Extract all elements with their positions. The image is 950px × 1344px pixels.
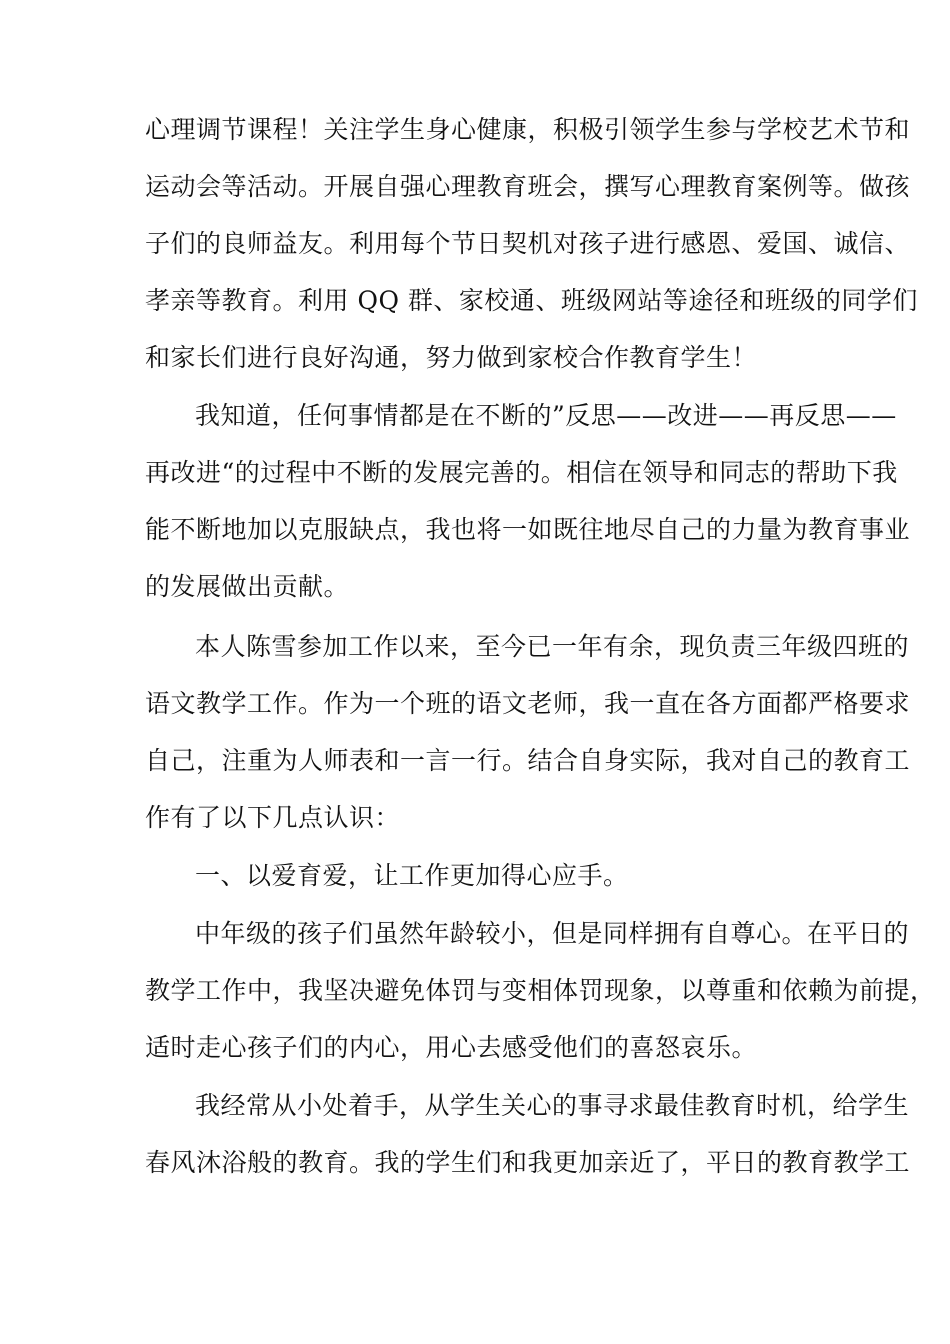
text-line: 的发展做出贡献。 [145, 572, 350, 601]
text-line: 和家长们进行良好沟通，努力做到家校合作教育学生！ [145, 343, 758, 372]
paragraph-start-line: 中年级的孩子们虽然年龄较小，但是同样拥有自尊心。在平日的 [195, 919, 910, 948]
text-line: 孝亲等教育。利用 QQ 群、家校通、班级网站等途径和班级的同学们 [145, 286, 918, 315]
text-line: 能不断地加以克服缺点，我也将一如既往地尽自己的力量为教育事业 [145, 515, 911, 544]
text-line: 再改进“的过程中不断的发展完善的。相信在领导和同志的帮助下我 [145, 458, 898, 487]
paragraph-start-line: 我知道，任何事情都是在不断的”反思——改进——再反思—— [195, 401, 897, 430]
text-line: 春风沐浴般的教育。我的学生们和我更加亲近了，平日的教育教学工 [145, 1148, 911, 1177]
section-heading: 一、以爱育爱，让工作更加得心应手。 [195, 861, 629, 890]
paragraph-start-line: 本人陈雪参加工作以来，至今已一年有余，现负责三年级四班的 [195, 632, 910, 661]
text-line: 教学工作中，我坚决避免体罚与变相体罚现象，以尊重和依赖为前提， [145, 976, 936, 1005]
text-line: 心理调节课程！关注学生身心健康，积极引领学生参与学校艺术节和 [145, 115, 911, 144]
text-line: 语文教学工作。作为一个班的语文老师，我一直在各方面都严格要求 [145, 689, 911, 718]
paragraph-start-line: 我经常从小处着手，从学生关心的事寻求最佳教育时机，给学生 [195, 1091, 910, 1120]
text-line: 子们的良师益友。利用每个节日契机对孩子进行感恩、爱国、诚信、 [145, 229, 911, 258]
text-line: 作有了以下几点认识： [145, 803, 401, 832]
text-line: 适时走心孩子们的内心，用心去感受他们的喜怒哀乐。 [145, 1033, 758, 1062]
text-line: 运动会等活动。开展自强心理教育班会，撰写心理教育案例等。做孩 [145, 172, 911, 201]
text-line: 自己，注重为人师表和一言一行。结合自身实际，我对自己的教育工 [145, 746, 911, 775]
